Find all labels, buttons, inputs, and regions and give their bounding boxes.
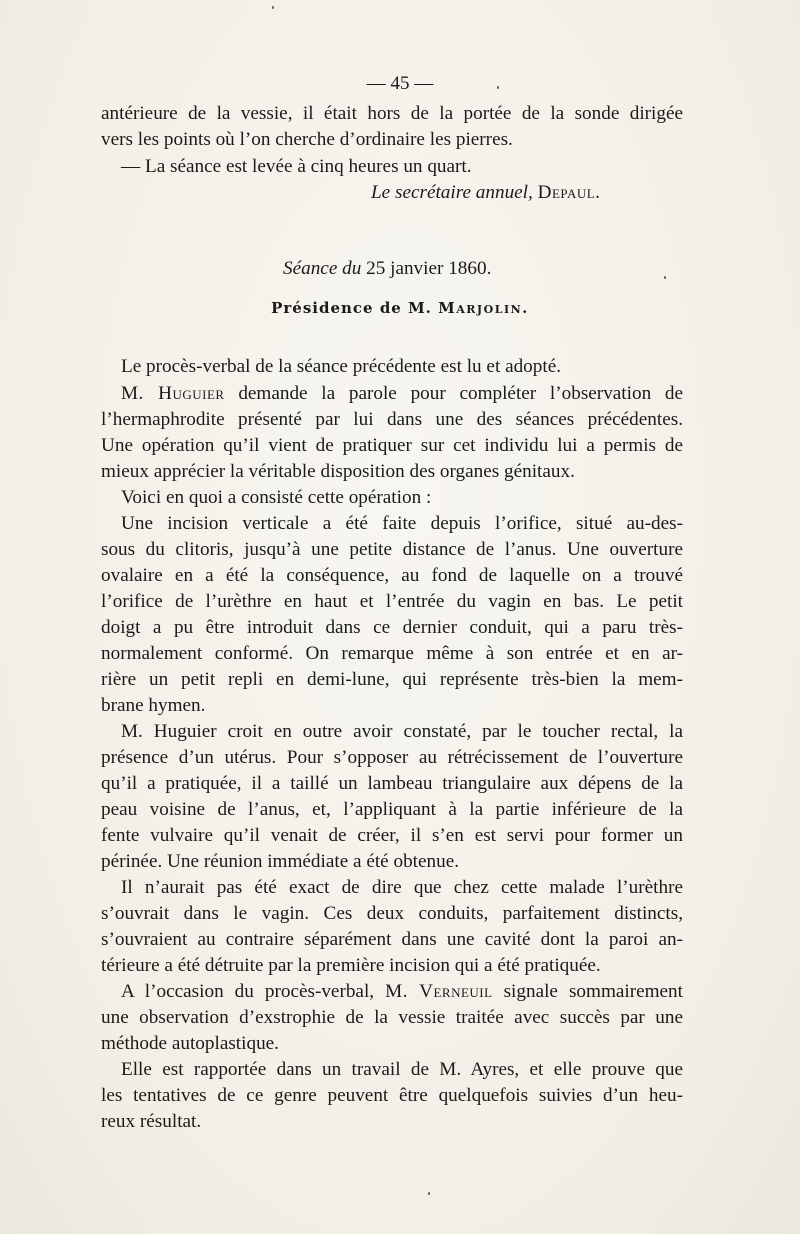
text-line: antérieure de la vessie, il était hors de la portée de la sonde dirigée <box>101 103 683 124</box>
text-line: térieure a été détruite par la première incision qui a été pratiquée. <box>101 955 601 976</box>
text-line: peau voisine de l’anus, et, l’appliquant à la partie inférieure de la <box>101 799 683 820</box>
session-heading-year: 1860. <box>448 258 492 279</box>
paper-speck <box>497 86 499 89</box>
text-line: Voici en quoi a consisté cette opération : <box>121 487 432 508</box>
text-line: qu’il a pratiquée, il a taillé un lambeau triangulaire aux dépens de la <box>101 773 683 794</box>
text-line: Elle est rapportée dans un travail de M. Ayres, et elle prouve que <box>121 1059 683 1080</box>
text-line: brane hymen. <box>101 695 206 716</box>
text-line: mieux apprécier la véritable disposition des organes génitaux. <box>101 461 575 482</box>
text-line: présence d’un utérus. Pour s’opposer au rétrécissement de l’ouverture <box>101 747 683 768</box>
presidence-line <box>0 299 800 317</box>
session-heading-date: 25 janvier <box>366 258 444 279</box>
paper-speck <box>428 1192 430 1195</box>
text-line: périnée. Une réunion immédiate a été obtenue. <box>101 851 460 872</box>
presidence-label: Présidence de M. <box>271 299 432 317</box>
text-line: Il n’aurait pas été exact de dire que chez cette malade l’urèthre <box>121 877 683 898</box>
text-line: fente vulvaire qu’il venait de créer, il s’en est servi pour former un <box>101 825 683 846</box>
text-line: — La séance est levée à cinq heures un quart. <box>121 156 472 177</box>
paper-speck <box>664 276 666 279</box>
signature-name: Depaul. <box>537 182 601 203</box>
text-line: M. Huguier croit en outre avoir constaté, par le toucher rectal, la <box>121 721 683 742</box>
text-line: s’ouvrait dans le vagin. Ces deux conduits, parfaitement distincts, <box>101 903 683 924</box>
text-line: normalement conformé. On remarque même à son entrée et en ar- <box>101 643 683 664</box>
text-line: A l’occasion du procès-verbal, M. Verneuil signale sommairement <box>121 981 683 1002</box>
session-heading <box>283 259 491 278</box>
text-line: doigt a pu être introduit dans ce dernier conduit, qui a paru très- <box>101 617 683 638</box>
text-line: M. Huguier demande la parole pour compléter l’observation de <box>121 383 684 404</box>
text-line: une observation d’exstrophie de la vessie traitée avec succès par une <box>101 1007 683 1028</box>
text-line: reux résultat. <box>101 1111 202 1132</box>
signature-line <box>371 183 600 202</box>
text-line: l’orifice de l’urèthre en haut et l’entrée du vagin en bas. Le petit <box>101 591 683 612</box>
person-name: M. Huguier <box>121 383 225 404</box>
text-line: vers les points où l’on cherche d’ordinaire les pierres. <box>101 129 513 150</box>
page-number: — 45 — <box>366 73 434 94</box>
text-line: les tentatives de ce genre peuvent être quelquefois suivies d’un heu- <box>101 1085 683 1106</box>
text-line: sous du clitoris, jusqu’à une petite distance de l’anus. Une ouverture <box>101 539 683 560</box>
text-line: s’ouvraient au contraire séparément dans une cavité dont la paroi an- <box>101 929 683 950</box>
text-line: Une opération qu’il vient de pratiquer sur cet individu lui a permis de <box>101 435 683 456</box>
signature-role: Le secrétaire annuel, <box>371 182 533 203</box>
paper-speck <box>272 6 274 9</box>
text-line: rière un petit repli en demi-lune, qui représente très-bien la mem- <box>101 669 683 690</box>
person-name: M. Verneuil <box>385 981 493 1002</box>
text-line: ovalaire en a été la conséquence, au fond de laquelle on a trouvé <box>101 565 683 586</box>
text-line: Une incision verticale a été faite depuis l’orifice, situé au-des- <box>121 513 683 534</box>
presidence-name: Marjolin. <box>438 299 529 317</box>
session-heading-prefix: Séance du <box>283 258 362 279</box>
text-line: l’hermaphrodite présenté par lui dans une des séances précédentes. <box>101 409 683 430</box>
text-line: Le procès-verbal de la séance précédente est lu et adopté. <box>121 356 562 377</box>
text-line: méthode autoplastique. <box>101 1033 279 1054</box>
